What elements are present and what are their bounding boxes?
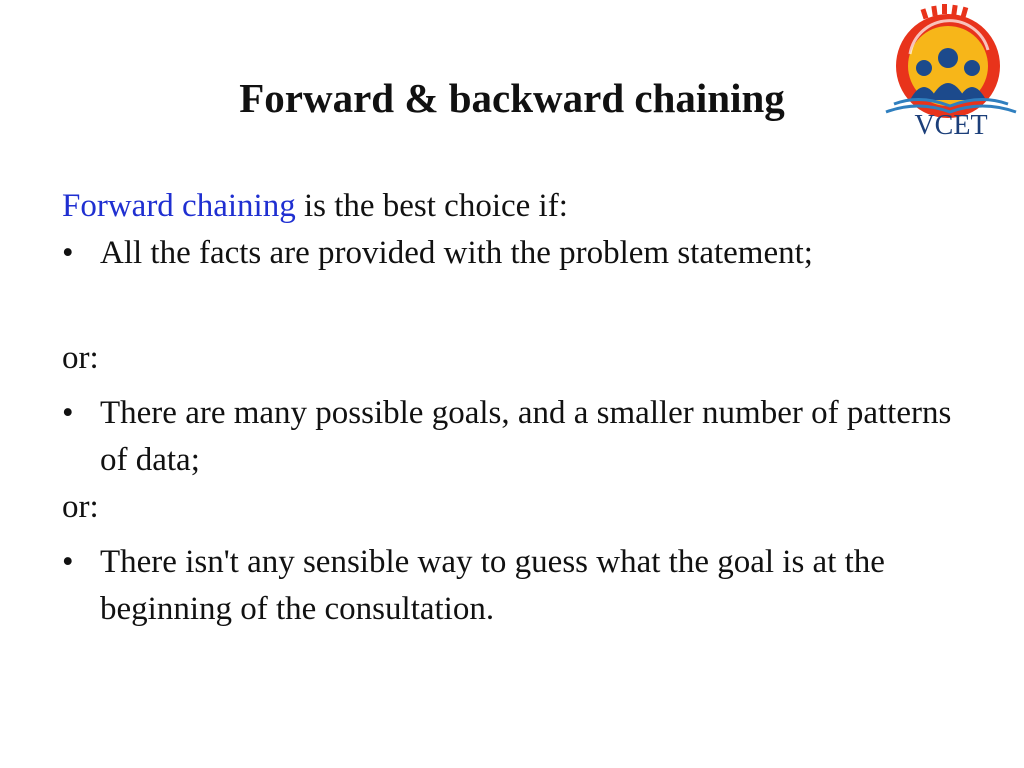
logo-text: VCET <box>914 110 988 140</box>
bullet-icon: • <box>62 544 74 580</box>
separator-1: or: <box>62 340 99 376</box>
intro-highlight: Forward chaining <box>62 188 296 224</box>
slide-title: Forward & backward chaining <box>239 75 785 121</box>
bullet-text-1: All the facts are provided with the problem statement; <box>100 235 813 271</box>
slide-body <box>62 183 972 633</box>
bullet-item-3 <box>62 539 972 633</box>
bullet-text-2: There are many possible goals, and a smaller number of patterns of data; <box>100 395 952 478</box>
bullet-text-3: There isn't any sensible way to guess what the goal is at the beginning of the consultation. <box>100 544 885 627</box>
bullet-item-2 <box>62 390 972 484</box>
bullet-icon: • <box>62 395 74 431</box>
separator-2: or: <box>62 489 99 525</box>
bullet-item-1 <box>62 230 972 277</box>
intro-line <box>62 183 972 230</box>
bullet-icon: • <box>62 235 74 271</box>
intro-rest: is the best choice if: <box>295 188 568 224</box>
